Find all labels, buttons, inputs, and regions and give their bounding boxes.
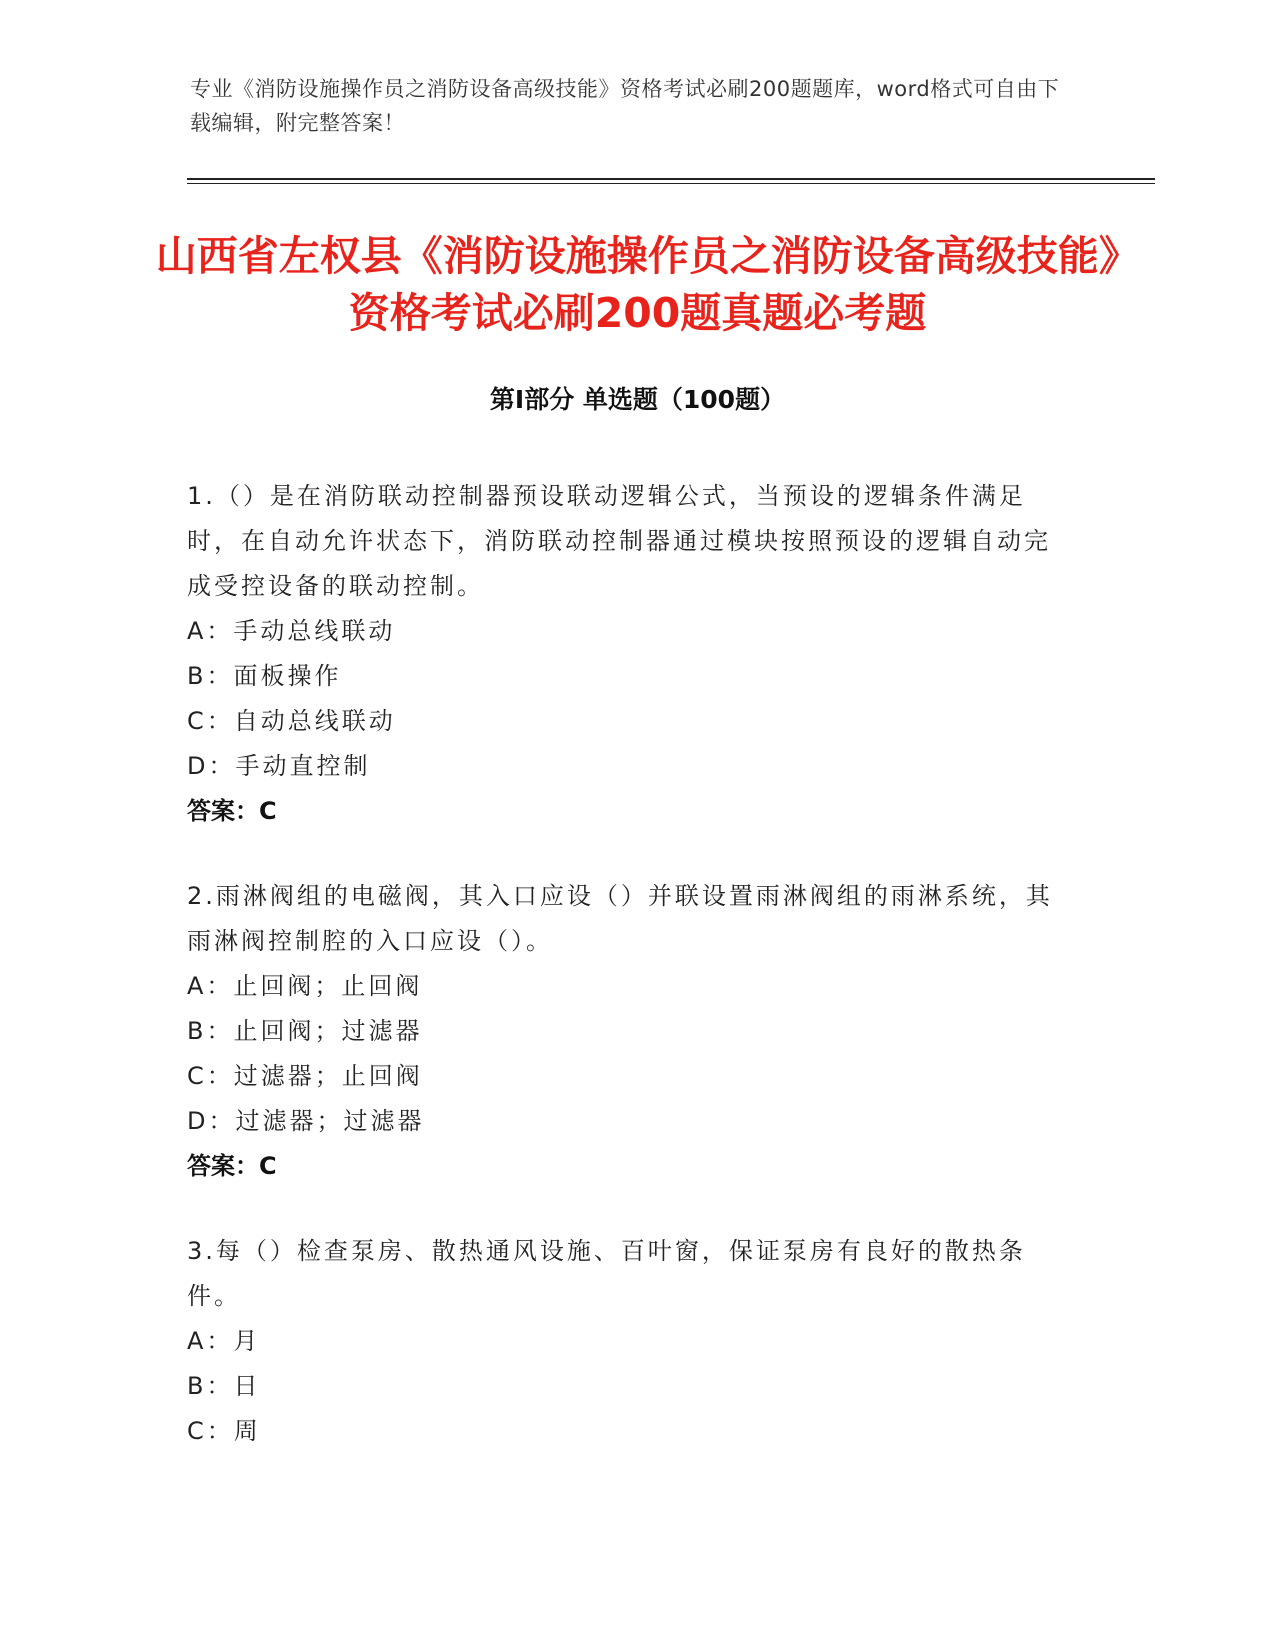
question-2: [187, 874, 1067, 1189]
answer: 答案：C: [187, 797, 277, 825]
question-stem: 3.每（）检查泵房、散热通风设施、百叶窗，保证泵房有良好的散热条件。: [187, 1237, 1026, 1310]
option-a: A：月: [187, 1327, 261, 1355]
question-stem: 1.（）是在消防联动控制器预设联动逻辑公式，当预设的逻辑条件满足时，在自动允许状态下，消防联动控制器通过模块按照预设的逻辑自动完成受控设备的联动控制。: [187, 482, 1051, 600]
option-b: B：止回阀；过滤器: [187, 1017, 423, 1045]
option-b: B：日: [187, 1372, 261, 1400]
header-divider-thick: [187, 178, 1155, 180]
document-title: 山西省左权县《消防设施操作员之消防设备高级技能》资格考试必刷200题真题必考题: [155, 232, 1120, 337]
option-c: C：自动总线联动: [187, 707, 396, 735]
option-b: B：面板操作: [187, 662, 342, 690]
option-a: A：止回阀；止回阀: [187, 972, 423, 1000]
answer: 答案：C: [187, 1152, 277, 1180]
header-divider-thin: [187, 183, 1155, 184]
header-note: 专业《消防设施操作员之消防设备高级技能》资格考试必刷200题题库，word格式可自由下载编辑，附完整答案！: [190, 77, 1060, 135]
question-list: [187, 474, 1067, 1494]
section-title: 第Ⅰ部分 单选题（100题）: [489, 385, 786, 414]
question-1: [187, 474, 1067, 834]
option-d: D：过滤器；过滤器: [187, 1107, 425, 1135]
option-c: C：过滤器；止回阀: [187, 1062, 423, 1090]
option-d: D：手动直控制: [187, 752, 371, 780]
option-c: C：周: [187, 1417, 261, 1445]
question-3: [187, 1229, 1067, 1454]
question-stem: 2.雨淋阀组的电磁阀，其入口应设（）并联设置雨淋阀组的雨淋系统，其雨淋阀控制腔的入口应设（）。: [187, 882, 1053, 955]
option-a: A：手动总线联动: [187, 617, 396, 645]
